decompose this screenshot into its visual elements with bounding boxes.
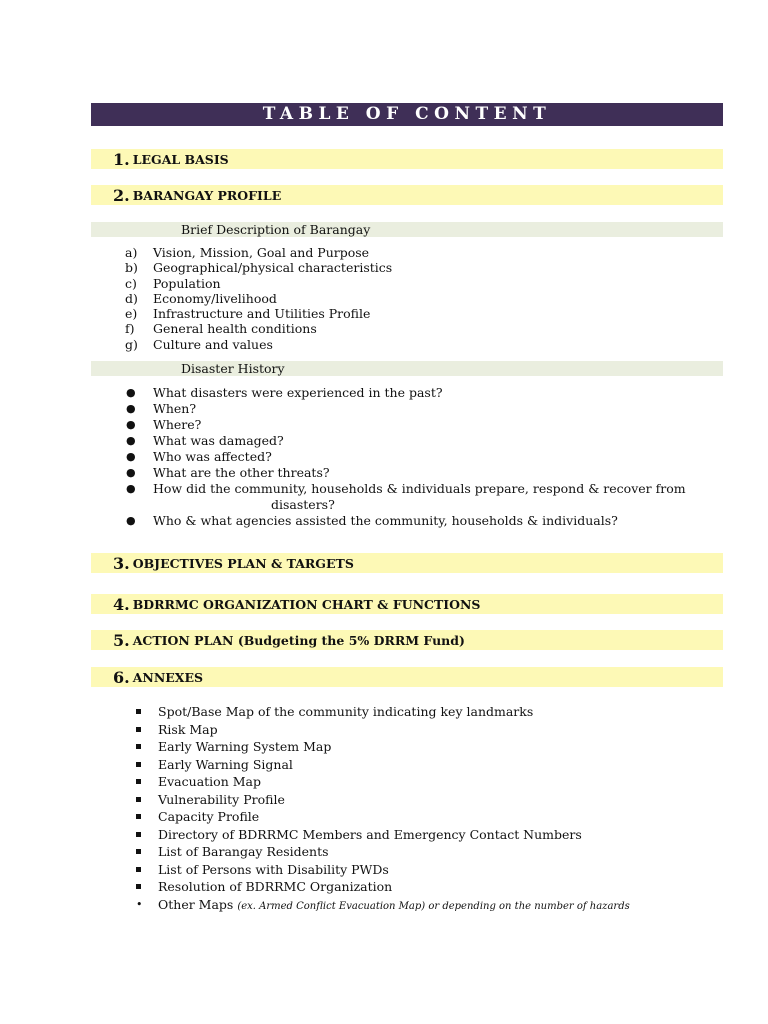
list-item bbox=[136, 896, 630, 914]
list-item-text: Spot/Base Map of the community indicating key landmarks bbox=[158, 704, 534, 719]
list-item bbox=[126, 449, 686, 465]
square-bullet-icon bbox=[136, 779, 141, 784]
list-marker: f) bbox=[125, 321, 135, 337]
list-item bbox=[125, 290, 392, 306]
subheading-label: Disaster History bbox=[181, 361, 285, 376]
subheading-brief-description bbox=[91, 222, 723, 237]
list-item bbox=[125, 321, 392, 337]
section-annexes bbox=[91, 667, 723, 687]
list-item-text: Where? bbox=[153, 417, 202, 432]
bullet-icon: ● bbox=[126, 450, 136, 463]
list-item bbox=[125, 245, 392, 260]
bullet-icon: ● bbox=[126, 514, 136, 527]
square-bullet-icon bbox=[136, 814, 141, 819]
section-label: BARANGAY PROFILE bbox=[132, 187, 282, 203]
section-objectives bbox=[91, 553, 723, 573]
list-item-text: Who was affected? bbox=[153, 449, 272, 464]
list-item-text: Directory of BDRRMC Members and Emergency Contact Numbers bbox=[158, 826, 582, 842]
list-item-text: List of Persons with Disability PWDs bbox=[158, 861, 389, 877]
section-number: 6. bbox=[113, 667, 130, 687]
annexes-list bbox=[136, 703, 630, 913]
section-label: OBJECTIVES PLAN & TARGETS bbox=[132, 555, 354, 571]
list-item bbox=[158, 808, 630, 826]
list-item-text: Economy/livelihood bbox=[153, 290, 277, 306]
list-item bbox=[158, 861, 630, 879]
bullet-icon: • bbox=[136, 897, 143, 911]
subheading-label: Brief Description of Barangay bbox=[181, 222, 371, 237]
list-marker: d) bbox=[125, 290, 138, 306]
list-item bbox=[158, 721, 630, 739]
list-item-text: General health conditions bbox=[153, 321, 317, 337]
list-item-text: Population bbox=[153, 275, 221, 291]
list-item bbox=[126, 433, 686, 449]
list-item bbox=[158, 703, 630, 721]
section-action-plan bbox=[91, 630, 723, 650]
list-item bbox=[126, 401, 686, 417]
section-number: 5. bbox=[113, 630, 130, 650]
list-item bbox=[126, 385, 686, 401]
square-bullet-icon bbox=[136, 832, 141, 837]
list-item-text: Early Warning System Map bbox=[158, 739, 332, 754]
list-item bbox=[158, 826, 630, 844]
list-item-text: Infrastructure and Utilities Profile bbox=[153, 306, 371, 322]
section-label: LEGAL BASIS bbox=[132, 151, 229, 167]
square-bullet-icon bbox=[136, 797, 141, 802]
bullet-icon: ● bbox=[126, 418, 136, 431]
list-item bbox=[158, 756, 630, 774]
list-item bbox=[158, 878, 630, 896]
section-barangay-profile bbox=[91, 185, 723, 205]
square-bullet-icon bbox=[136, 867, 141, 872]
list-item-text: Early Warning Signal bbox=[158, 756, 293, 772]
list-item-text: List of Barangay Residents bbox=[158, 844, 329, 859]
square-bullet-icon bbox=[136, 849, 141, 854]
list-marker: e) bbox=[125, 306, 138, 322]
list-item bbox=[126, 465, 686, 481]
list-item bbox=[125, 306, 392, 322]
list-item bbox=[125, 260, 393, 276]
list-item-text: When? bbox=[153, 401, 197, 416]
list-item bbox=[158, 738, 630, 756]
list-marker: g) bbox=[125, 336, 138, 352]
list-item-continuation: disasters? bbox=[271, 497, 335, 512]
list-item-text: Culture and values bbox=[153, 336, 273, 352]
section-label: ACTION PLAN (Budgeting the 5% DRRM Fund) bbox=[132, 632, 465, 648]
section-number: 4. bbox=[113, 594, 130, 614]
list-item bbox=[125, 275, 392, 291]
section-organization-chart bbox=[91, 594, 723, 614]
section-label: BDRRMC ORGANIZATION CHART & FUNCTIONS bbox=[132, 596, 481, 612]
page-title: TABLE OF CONTENT bbox=[91, 103, 723, 126]
list-item-text: Other Maps bbox=[158, 896, 234, 912]
list-item-text: Resolution of BDRRMC Organization bbox=[158, 879, 393, 894]
section-number: 2. bbox=[113, 185, 130, 205]
list-item-note: (ex. Armed Conflict Evacuation Map) or depending on the number of hazards bbox=[237, 900, 630, 912]
list-item-text: Evacuation Map bbox=[158, 774, 261, 789]
list-item-text: Risk Map bbox=[158, 721, 218, 737]
list-item-text: Who & what agencies assisted the community, households & individuals? bbox=[153, 513, 618, 528]
section-number: 3. bbox=[113, 553, 130, 573]
list-item bbox=[158, 843, 630, 861]
section-number: 1. bbox=[113, 149, 130, 169]
square-bullet-icon bbox=[136, 727, 141, 732]
list-marker: a) bbox=[125, 245, 138, 260]
bullet-icon: ● bbox=[126, 466, 136, 479]
square-bullet-icon bbox=[136, 709, 141, 714]
list-item bbox=[126, 481, 686, 513]
list-item-text: What are the other threats? bbox=[153, 465, 330, 480]
list-marker: c) bbox=[125, 275, 137, 291]
bullet-icon: ● bbox=[126, 482, 136, 495]
list-marker: b) bbox=[125, 260, 138, 276]
disaster-history-list bbox=[126, 385, 686, 529]
list-item-text: Vision, Mission, Goal and Purpose bbox=[153, 245, 370, 260]
list-item bbox=[126, 513, 686, 529]
subheading-disaster-history bbox=[91, 361, 723, 376]
bullet-icon: ● bbox=[126, 434, 136, 447]
square-bullet-icon bbox=[136, 744, 141, 749]
list-item-text: How did the community, households & individuals prepare, respond & recover from bbox=[153, 481, 686, 496]
bullet-icon: ● bbox=[126, 402, 136, 415]
list-item bbox=[158, 773, 630, 791]
list-item bbox=[158, 791, 630, 809]
square-bullet-icon bbox=[136, 762, 141, 767]
list-item-text: Geographical/physical characteristics bbox=[153, 260, 393, 276]
bullet-icon: ● bbox=[126, 386, 136, 399]
brief-description-list bbox=[125, 245, 393, 352]
list-item-text: What was damaged? bbox=[153, 433, 284, 448]
square-bullet-icon bbox=[136, 884, 141, 889]
section-label: ANNEXES bbox=[132, 669, 204, 685]
list-item-text: What disasters were experienced in the past? bbox=[153, 385, 443, 400]
list-item-text: Capacity Profile bbox=[158, 809, 260, 824]
list-item bbox=[125, 336, 392, 352]
section-legal-basis bbox=[91, 149, 723, 169]
list-item bbox=[126, 417, 686, 433]
list-item-text: Vulnerability Profile bbox=[158, 791, 285, 807]
